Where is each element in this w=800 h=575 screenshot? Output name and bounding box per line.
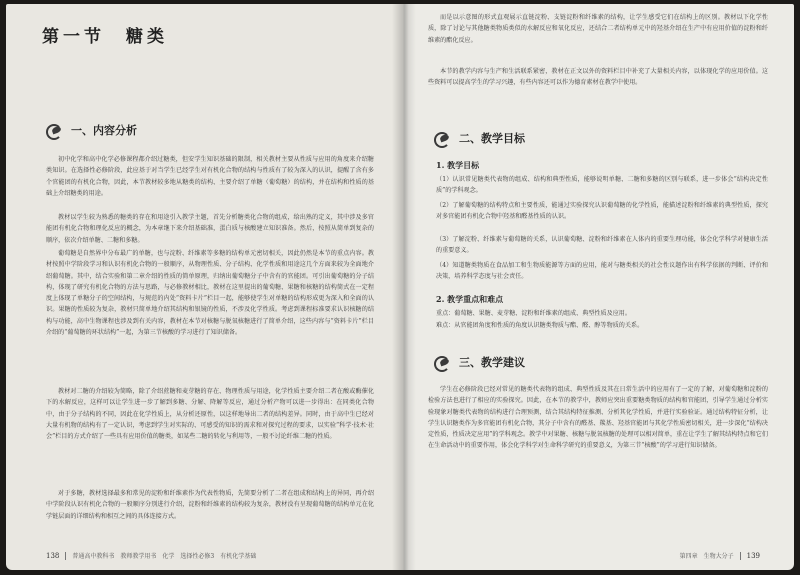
chapter-title: 第一节 糖类 xyxy=(42,27,168,47)
section-bullet-icon xyxy=(434,131,454,145)
footer-divider xyxy=(65,552,66,560)
goal-item: （2）了解葡萄糖的结构特点和主要性质，能通过实验探究认识葡萄糖的化学性质，能描述淀粉和纤维素的典型性质，探究对多官能团有机化合物中羟基和醛基性质的认识。 xyxy=(436,202,768,221)
goal-item: （4）知道糖类物质在食品加工和生物质能源等方面的应用，能对与糖类相关的社会性议题作出有科学依据的判断、评价和决策，培养科学态度与社会责任。 xyxy=(436,262,768,281)
left-footer xyxy=(46,551,256,560)
book-gutter-shadow xyxy=(392,4,416,570)
paragraph: 葡萄糖是自然界中分布最广的单糖，也与淀粉、纤维素等多糖的结构单元密切相关，因此仍然是本节的重点内容。教材按照中学阶段学习和认识有机化合物的一般顺序，从物理性质、分子结构、化学性质和用途这几个方面来较为全面地介绍葡萄糖。其中，结合实验和第二章介绍的性质的简单原理，归纳出葡萄糖分子中含有的官能团。可引出葡萄糖的分子结构，体现了研究有机化合物的方法与思路，与必修教材相比，教材在这里提出的葡萄糖、果糖和核糖的结构简式在一定程度上体现了单糖分子的空间结构，与规范的内处“资料卡片”栏目一起，能够使学生对单糖的结构形成更为深入和全面的认识。果糖的性质较为复杂，教材只简单地介绍其结构和银镜的性质，不涉及化学性质。考虑到课程标准要求认识核糖的结构与功能，高中生物课程也涉及到有关内容，教材在本节对核糖与脱氧核糖进行了简单介绍，这些内容与“资料卡片”栏目介绍的“葡萄糖的环状结构”一起，为第三节核酸的学习进行了知识储备。 xyxy=(46,250,374,337)
paragraph: 初中化学和高中化学必修课程都介绍过糖类，但安学生知识基础的限制，相关教材主要从性质与应用的角度来介绍糖类知识。在选择性必修阶段，此应基于对当学生已经学生对有机化合物的结构与性质有了较为深入的认识，提醒了含有多个官能团的有机化合物，因此，本节教材较多地从糖类的结构、主要介绍了单糖（葡萄糖）的结构，并在结构和性质的基础上介绍糖类的用途。 xyxy=(46,156,374,197)
section-heading-teaching-goals xyxy=(434,130,525,146)
section-title: 三、教学建议 xyxy=(459,356,525,369)
page-number: 139 xyxy=(746,551,760,560)
chapter-name: 第四章 生物大分子 xyxy=(679,553,734,560)
paragraph: 本节的教学内容与生产和生活联系紧密，教材在正文以外的资料栏目中补充了大量相关内容，以体现化学的应用价值。这些资料可以提高学生的学习兴趣，有些内容还可以作为德育素材在教学中使用。 xyxy=(428,68,768,87)
section-title: 一、内容分析 xyxy=(71,124,137,137)
left-page xyxy=(6,4,404,570)
footer-divider xyxy=(740,552,741,560)
section-title: 二、教学目标 xyxy=(459,132,525,145)
section-bullet-icon xyxy=(434,355,454,369)
goal-item: （1）认识常见糖类代表物的组成、结构和典型性质，能够说明单糖、二糖和多糖的区别与联系，进一步体会“结构决定性质”的学科观念。 xyxy=(436,176,768,195)
right-footer xyxy=(680,551,760,560)
section-bullet-icon xyxy=(46,123,66,137)
key-point: 重点：葡萄糖、果糖、麦芽糖、淀粉和纤维素的组成、典型性质及应用。 xyxy=(436,310,631,317)
section-heading-content-analysis xyxy=(46,122,137,138)
book-title: 普通高中教科书 教师教学用书 化学 选择性必修3 有机化学基础 xyxy=(72,553,257,560)
goal-item: （3）了解淀粉、纤维素与葡萄糖的关系，认识葡萄糖、淀粉和纤维素在人体内的重要生理功能，体会化学科学对健康生活的重要意义。 xyxy=(436,236,768,255)
paragraph: 学生在必修阶段已经对常见的糖类代表物的组成、典型性质及其在日常生活中的应用有了一定的了解，对葡萄糖和淀粉的检验方法也进行了相应的实验探究。因此，在本节的教学中，教师应突出重要糖类物质的结构和官能团，引导学生通过分析实验现象对糖类代表物的结构进行合理预测，结合其结构特征推测、分析其化学性质，并进行实验验证。通过结构特征分析，让学生认识糖类作为多官能团有机化合物，其分子中含有的醛基、羰基、羟基官能团与其化学性质密切相关，进一步深化“结构决定性质，性质决定应用”的学科观念。教学中对果糖、核糖与脱氧核糖的处理可以相对简单，重在让学生了解其结构特点和它们在生命活动中的重要作用，体会化学科学对生命科学研究的重要意义，为第三节“核酸”的学习进行知识储备。 xyxy=(428,386,768,450)
subsection-title: 1. 教学目标 xyxy=(436,160,480,170)
difficulty: 难点：从官能团角度和性质的角度认识糖类物质与酯、醛、醇等物质的关系。 xyxy=(436,322,644,329)
right-page xyxy=(404,4,794,570)
paragraph: 而是以示意图的形式直观展示直链淀粉、支链淀粉和纤维素的结构，让学生感受它们在结构上的区别。教材以下化学性质，除了讨论与其他糖类物质类似的水解反应和氧化反应，还结合二者结构单元中的羟基介绍在生产中有应用价值的淀粉和纤维素的酯化反应。 xyxy=(428,14,768,44)
paragraph: 对于多糖，教材选择最多和常见的淀粉和纤维素作为代表性物质，先简要分析了二者在组成和结构上的异同，再介绍中学阶段认识有机化合物的一般顺序分别进行介绍，淀粉和纤维素的结构较为复杂，教材没有呈现葡萄糖的结构单元在化学链层面的详细结构和相互之间的具体连接方式。 xyxy=(46,490,374,520)
paragraph: 教材以学生较为熟悉的糖类的存在和用途引入教学主题，首先分析糖类化合物的组成，给出熟的定义，其中涉及多官能团有机化合物和理化反应的概念，为本章继下来介绍基础准，蛋白质与核酸建立知识准备。然后，按照从简单到复杂的顺序，依次介绍单糖、二糖和多糖。 xyxy=(46,214,374,244)
section-heading-teaching-advice xyxy=(434,354,525,370)
page-number: 138 xyxy=(46,551,60,560)
subsection-title: 2. 教学重点和难点 xyxy=(436,294,504,304)
paragraph: 教材对二糖的介绍较为简略，除了介绍蔗糖和麦芽糖的存在、物理性质与用途，化学性质主要介绍二者在酸或酶催化下的水解反应，这样可以让学生进一步了解到多糖、分解、降解等反应，通过分析产物可以进一步得出：在同类化合物中，由于分子结构的不同，因此在化学性质上，从分析还原性，以这样地导出二者的结构差异。同时，由于高中生已经对大量有机物的结构有了一定认识，考虑到学生对实际的、可感受的知识的需求和对探究过程的要求，以实验“科学·技术·社会”栏目的方式介绍了一些具有应用价值的糖类，如某些二糖的转化与利用等，一般不讨论纤维二糖的性质。 xyxy=(46,388,374,441)
